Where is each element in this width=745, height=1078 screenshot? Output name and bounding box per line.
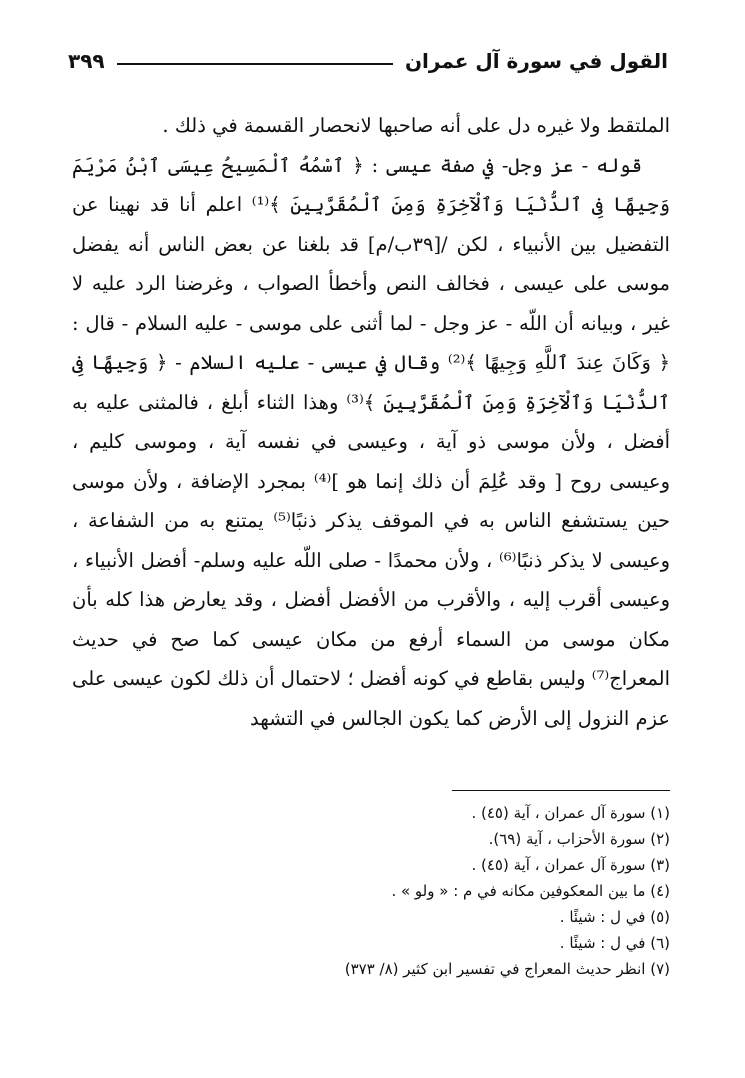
footnote-5: (٥) في ل : شيئًا . (559, 908, 670, 926)
main-text (72, 106, 670, 738)
footnote-2: (٢) سورة الأحزاب ، آية (٦٩). (488, 830, 670, 848)
footnote-3: (٣) سورة آل عمران ، آية (٤٥) . (471, 856, 670, 874)
running-header-title: القول في سورة آل عمران (404, 49, 668, 73)
footnote-1: (١) سورة آل عمران ، آية (٤٥) . (471, 804, 670, 822)
footnote-6: (٦) في ل : شيئًا . (559, 934, 670, 952)
footnote-7: (٧) انظر حديث المعراج في تفسير ابن كثير (٨/ ٣٧٣) (344, 960, 670, 978)
footnotes-list (150, 800, 670, 982)
running-header (68, 44, 668, 78)
footnote-separator (452, 790, 670, 791)
page-number: ٣٩٩ (68, 49, 105, 73)
paragraph-1: الملتقط ولا غيره دل على أنه صاحبها لانحصار القسمة في ذلك . (162, 114, 670, 137)
footnote-4: (٤) ما بين المعكوفين مكانه في م : « ولو » . (391, 882, 670, 900)
paragraph-2: قوله - عز وجل- في صفة عيسى : ﴿ ٱسْمُهُ ٱلْمَسِيحُ عِيسَى ٱبْنُ مَرْيَمَ وَجِيهًا فِى ٱلدُّنْيَا وَٱلْآخِرَةِ وَمِنَ ٱلْمُقَرَّبِينَ ﴾⁽¹⁾ اعلم أنا قد نهينا عن التفضيل بين الأنبياء ، لكن /[٣٩ب/م] قد بلغنا عن بعض الناس أنه يفضل موسى على عيسى ، فخالف النص وأخطأ الصواب ، وغرضنا الرد عليه لا غير ، وبيانه أن اللّه - عز وجل - لما أثنى على موسى - عليه السلام - قال : ﴿ وَكَانَ عِندَ ٱللَّهِ وَجِيهًا ﴾⁽²⁾ وقال في عيسى - عليه السلام - ﴿ وَجِيهًا فِى ٱلدُّنْيَا وَٱلْآخِرَةِ وَمِنَ ٱلْمُقَرَّبِينَ ﴾⁽³⁾ وهذا الثناء أبلغ ، فالمثنى عليه به أفضل ، ولأن موسى ذو آية ، وعيسى في نفسه آية ، وموسى كليم ، وعيسى روح [ وقد عُلِمَ أن ذلك إنما هو ]⁽⁴⁾ بمجرد الإضافة ، ولأن موسى حين يستشفع الناس به في الموقف يذكر ذنبًا⁽⁵⁾ يمتنع به من الشفاعة ، وعيسى لا يذكر ذنبًا⁽⁶⁾ ، ولأن محمدًا - صلى اللّه عليه وسلم- أفضل الأنبياء ، وعيسى أقرب إليه ، والأقرب من الأفضل أفضل ، وقد يعارض هذا كله بأن مكان موسى من السماء أرفع من مكان عيسى كما صح في حديث المعراج⁽⁷⁾ وليس بقاطع في كونه أفضل ؛ لاحتمال أن ذلك لكون عيسى على عزم النزول إلى الأرض كما يكون الجالس في التشهد (72, 153, 671, 730)
header-rule (117, 63, 393, 65)
